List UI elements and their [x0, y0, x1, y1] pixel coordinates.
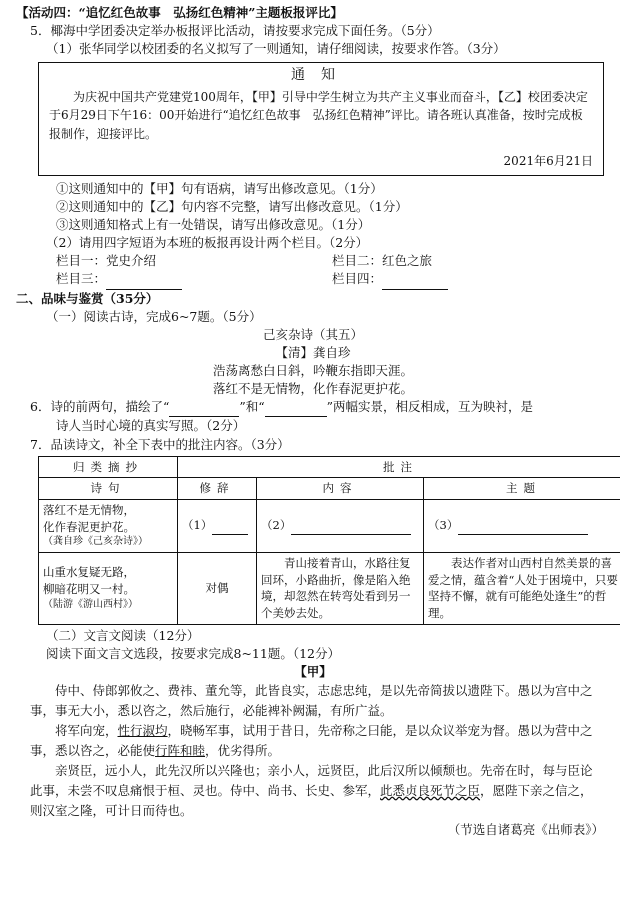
- row-2-rhetoric: 对偶: [178, 552, 257, 624]
- header-note: 批注: [178, 456, 620, 478]
- column-2: 栏目二：红色之旅: [332, 253, 433, 269]
- poem-line-2: 落红不是无情物，化作春泥更护花。: [212, 381, 413, 397]
- part-2-title: （二）文言文阅读（12分）: [46, 627, 200, 643]
- row-1-theme: [424, 500, 620, 553]
- row-2-theme: 表达作者对山西村自然美景的喜爱之情，蕴含着“人处于困境中，只要坚持不懈，就有可能绝处逢生”的哲理。: [424, 552, 620, 624]
- row-2-poem-line-a: 山重水复疑无路，: [43, 565, 135, 580]
- p2-underlined-2: 行阵和睦: [155, 742, 206, 758]
- q6-blank-2[interactable]: [265, 398, 327, 417]
- table-row: [39, 500, 620, 553]
- table-row: [39, 552, 620, 624]
- row-2-poem-line-b: 柳暗花明又一村。: [43, 582, 135, 596]
- activity-title: 【活动四：“追忆红色故事 弘扬红色精神”主题板报评比】: [16, 5, 343, 20]
- row-2-content: 青山接着青山，水路往复回环，小路曲折，像是陷入绝境，却忽然在转弯处看到另一个美妙去处。: [257, 552, 424, 624]
- passage-paragraph-1: 侍中、侍郎郭攸之、费祎、董允等，此皆良实，志虑忠纯，是以先帝简拔以遗陛下。愚以为宫中之事，事无大小，悉以咨之，然后施行，必能裨补阙漏，有所广益。: [30, 682, 593, 718]
- section-2-title: 二、品味与鉴赏（35分）: [16, 290, 159, 306]
- row-1-poem: [39, 500, 178, 553]
- row-2-source: （陆游《游山西村》）: [43, 598, 138, 610]
- row-1-theme-label: （3）: [428, 518, 459, 533]
- column-4-wrap: [332, 270, 448, 289]
- column-3-wrap: [56, 270, 332, 289]
- header-poem: 诗句: [39, 478, 178, 500]
- q6-blank-1[interactable]: [169, 398, 239, 417]
- part-2-instruction: 阅读下面文言文选段，按要求完成8~11题。（12分）: [46, 645, 340, 661]
- header-content: 内容: [257, 478, 424, 500]
- column-4-label: 栏目四：: [332, 271, 383, 287]
- column-row-1: [16, 252, 610, 270]
- q5-sub1: （1）张华同学以校团委的名义拟写了一则通知，请仔细阅读，按要求作答。（3分）: [46, 41, 506, 57]
- q6-text-b: ”和“: [239, 399, 265, 415]
- row-1-rhetoric-blank[interactable]: [212, 517, 248, 535]
- poem-title: 己亥杂诗（其五）: [262, 326, 363, 342]
- row-1-poem-line-a: 落红不是无情物，: [43, 503, 135, 518]
- notice-body: 为庆祝中国共产党建党100周年，【甲】引导中学生树立为共产主义事业而奋斗，【乙】校团委决定于6月29日下午16：00开始进行“追忆红色故事 弘扬红色精神”评比。请各班认真准备，按时完成板报制作，迎接评比。: [49, 89, 588, 141]
- column-1: 栏目一：党史介绍: [56, 253, 157, 269]
- passage-paragraph-2: [16, 721, 610, 761]
- header-group: 归类摘抄: [39, 456, 178, 478]
- column-4-blank[interactable]: [382, 270, 448, 289]
- column-row-2: [16, 270, 610, 289]
- p2-text-a: 将军向宠，: [55, 722, 118, 738]
- column-3-blank[interactable]: [106, 270, 182, 289]
- q5-item-2: ②这则通知中的【乙】句内容不完整，请写出修改意见。（1分）: [56, 198, 408, 214]
- poem-author: 【清】龚自珍: [275, 344, 351, 360]
- column-3-label: 栏目三：: [56, 271, 107, 287]
- row-1-rhetoric: [178, 500, 257, 553]
- header-rhetoric: 修辞: [178, 478, 257, 500]
- q5-stem: 5．椰海中学团委决定举办板报评比活动，请按要求完成下面任务。（5分）: [30, 23, 440, 39]
- row-1-content-blank[interactable]: [291, 517, 411, 535]
- row-1-rhetoric-label: （1）: [182, 518, 213, 533]
- annotation-table: [38, 456, 620, 625]
- p3-text-c: ，愿陛下亲之信之，则汉室之隆，可计日而待也。: [30, 782, 593, 818]
- q6-text-c: ”两幅实景，相反相成，互为映衬，是: [326, 399, 534, 415]
- p2-text-c: ，晓畅军事，试用于昔日，先帝称之曰能，是以众议举宠为督。愚以为营中之事，悉以咨之，必能使: [30, 722, 593, 758]
- part-1-title: （一）阅读古诗，完成6~7题。（5分）: [46, 308, 262, 324]
- row-1-content-label: （2）: [261, 518, 292, 533]
- poem-line-1: 浩荡离愁白日斜，吟鞭东指即天涯。: [212, 363, 413, 379]
- q5-item-1: ①这则通知中的【甲】句有语病，请写出修改意见。（1分）: [56, 180, 383, 196]
- row-1-source: （龚自珍《己亥杂诗》）: [43, 536, 148, 548]
- notice-date: 2021年6月21日: [503, 154, 593, 169]
- row-1-poem-line-b: 化作春泥更护花。: [43, 519, 135, 534]
- notice-title: 通知: [291, 67, 351, 84]
- passage-label-jia: 【甲】: [294, 663, 332, 679]
- passage-paragraph-3: [16, 761, 610, 821]
- q6-line-2: 诗人当时心境的真实写照。（2分）: [56, 418, 246, 434]
- p3-text-a: 亲贤臣，远小人，此先汉所以兴隆也；亲小人，远贤臣，此后汉所以倾颓也。先帝在时，每与臣论此事，未尝不叹息痛恨于桓、灵也。侍中、尚书、长史、参军，: [30, 762, 593, 798]
- row-1-content: [257, 500, 424, 553]
- q5-sub2: （2）请用四字短语为本班的板报再设计两个栏目。（2分）: [46, 235, 369, 251]
- row-1-theme-blank[interactable]: [458, 517, 588, 535]
- q6-text-a: 6．诗的前两句，描绘了“: [30, 399, 170, 415]
- p2-text-e: ，优劣得所。: [205, 742, 281, 758]
- header-theme: 主题: [424, 478, 620, 500]
- p3-wavy-underlined: 此悉贞良死节之臣: [380, 782, 481, 798]
- q5-item-3: ③这则通知格式上有一处错误，请写出修改意见。（1分）: [56, 217, 371, 233]
- q7-stem: 7．品读诗文，补全下表中的批注内容。（3分）: [30, 436, 290, 452]
- passage-source: （节选自诸葛亮《出师表》）: [447, 821, 604, 837]
- row-2-poem: [39, 552, 178, 624]
- p2-underlined-1: 性行淑均: [117, 722, 168, 738]
- notice-box: [38, 62, 604, 175]
- q6-line-1: [16, 398, 610, 417]
